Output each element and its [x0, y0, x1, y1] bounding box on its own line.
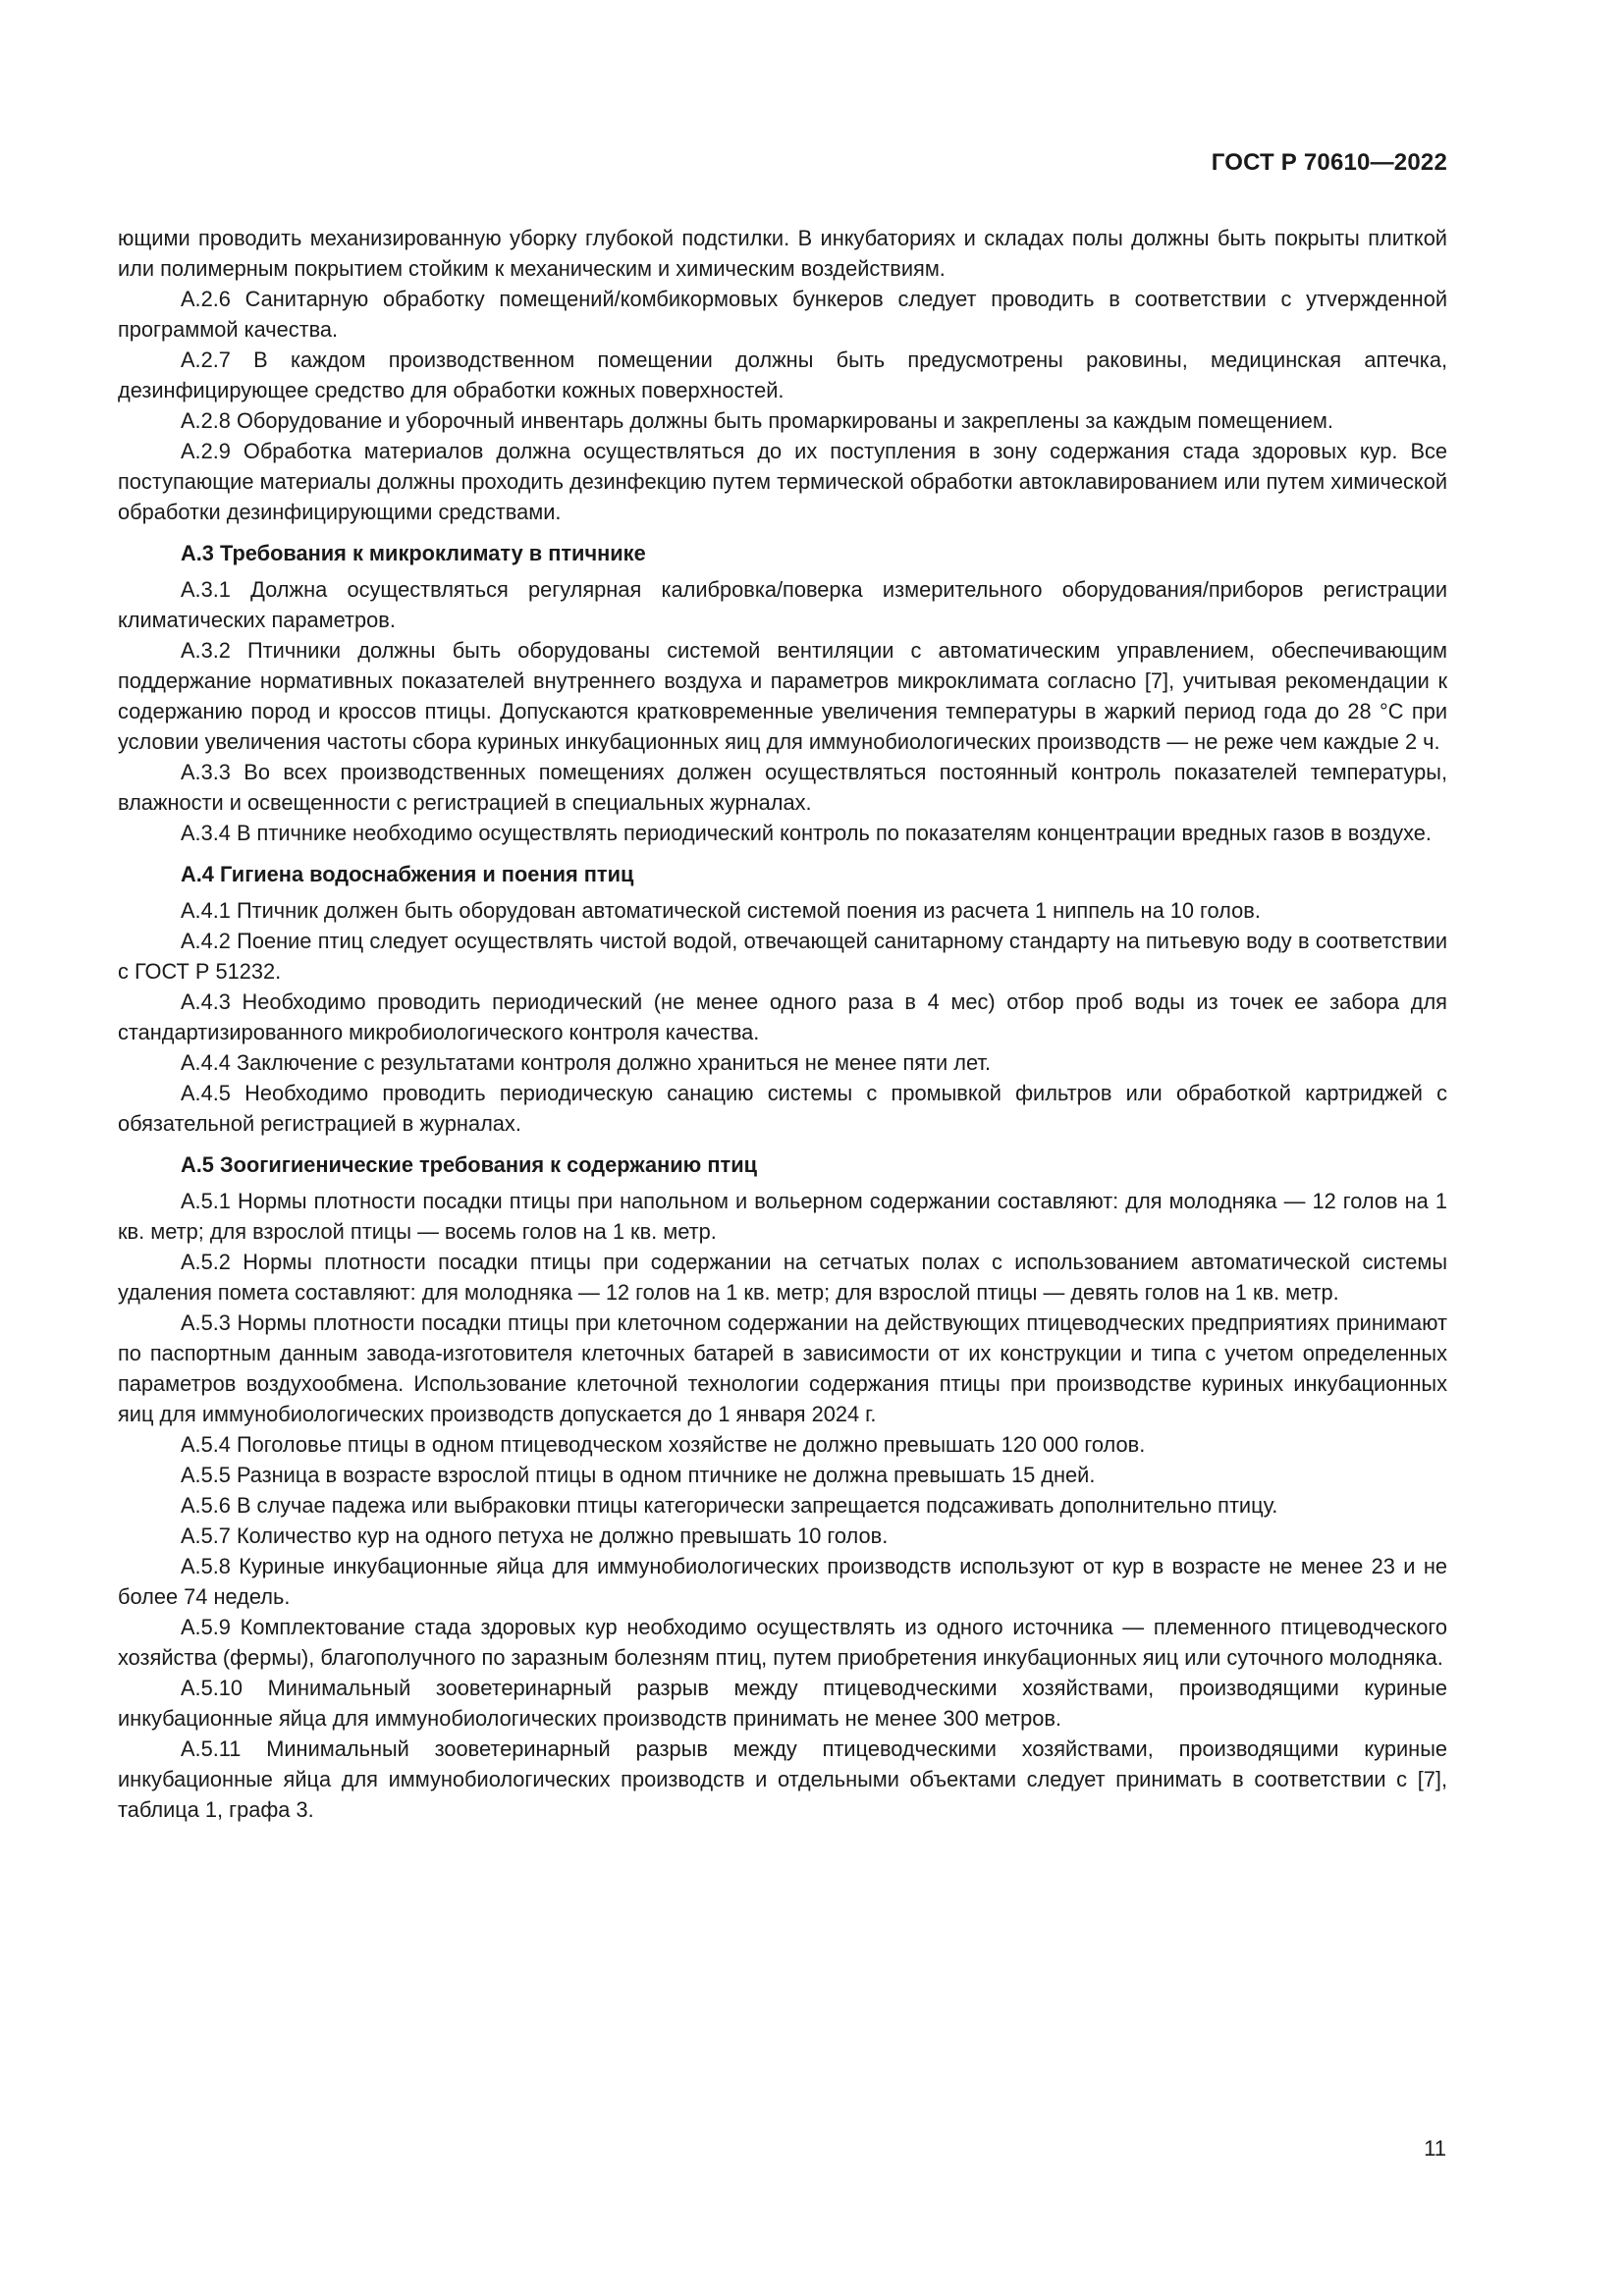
paragraph-a-4-1: А.4.1 Птичник должен быть оборудован автоматической системой поения из расчета 1 ниппель на 10 голов. [181, 898, 1261, 923]
paragraph-a-5-6: А.5.6 В случае падежа или выбраковки птицы категорически запрещается подсаживать дополнительно птицу. [181, 1493, 1278, 1518]
paragraph-a-5-11: А.5.11 Минимальный зооветеринарный разрыв между птицеводческими хозяйствами, производящими куриные инкубационные яйца для иммунобиологических производств и отдельными объектами следует принимать в соответствии с [7], таблица 1, графа 3. [118, 1736, 1447, 1822]
paragraph-a-5-9: А.5.9 Комплектование стада здоровых кур необходимо осуществлять из одного источника — племенного птицеводческого хозяйства (фермы), благополучного по заразным болезням птиц, путем приобретения инкубационных яиц или суточного молодняка. [118, 1615, 1447, 1670]
paragraph-a-5-3: А.5.3 Нормы плотности посадки птицы при клеточном содержании на действующих птицеводческих предприятиях принимают по паспортным данным завода-изготовителя клеточных батарей в зависимости от их конструкции и типа с учетом определенных параметров воздухообмена. Использование клеточной технологии содержания птицы при производстве куриных инкубационных яиц для иммунобиологических производств допускается до 1 января 2024 г. [118, 1310, 1447, 1426]
paragraph-a-5-4: А.5.4 Поголовье птицы в одном птицеводческом хозяйстве не должно превышать 120 000 голов. [181, 1432, 1146, 1457]
paragraph-a-5-8: А.5.8 Куриные инкубационные яйца для иммунобиологических производств используют от кур в возрасте не менее 23 и не более 74 недель. [118, 1554, 1447, 1609]
paragraph-a-2-7: А.2.7 В каждом производственном помещении должны быть предусмотрены раковины, медицинская аптечка, дезинфицирующее средство для обработки кожных поверхностей. [118, 347, 1447, 402]
paragraph-a-2-9: А.2.9 Обработка материалов должна осуществляться до их поступления в зону содержания стада здоровых кур. Все поступающие материалы должны проходить дезинфекцию путем термической обработки автоклавированием или путем химической обработки дезинфицирующими средствами. [118, 439, 1447, 524]
paragraph-a-4-4: А.4.4 Заключение с результатами контроля должно храниться не менее пяти лет. [181, 1050, 992, 1075]
document-header-id: ГОСТ Р 70610—2022 [1211, 149, 1447, 176]
paragraph-a-2-8: А.2.8 Оборудование и уборочный инвентарь должны быть промаркированы и закреплены за каждым помещением. [181, 408, 1333, 433]
paragraph-a-3-1: А.3.1 Должна осуществляться регулярная калибровка/поверка измерительного оборудования/приборов регистрации климатических параметров. [118, 577, 1447, 632]
paragraph-a-5-1: А.5.1 Нормы плотности посадки птицы при напольном и вольерном содержании составляют: для молодняка — 12 голов на 1 кв. метр; для взрослой птицы — восемь голов на 1 кв. метр. [118, 1189, 1447, 1244]
paragraph-a-4-3: А.4.3 Необходимо проводить периодический (не менее одного раза в 4 мес) отбор проб воды из точек ее забора для стандартизированного микробиологического контроля качества. [118, 989, 1447, 1044]
paragraph-a-3-4: А.3.4 В птичнике необходимо осуществлять периодический контроль по показателям концентрации вредных газов в воздухе. [181, 821, 1432, 845]
paragraph-a-4-5: А.4.5 Необходимо проводить периодическую санацию системы с промывкой фильтров или обработкой картриджей с обязательной регистрацией в журналах. [118, 1081, 1447, 1136]
paragraph-a-3-2: А.3.2 Птичники должны быть оборудованы системой вентиляции с автоматическим управлением, обеспечивающим поддержание нормативных показателей внутреннего воздуха и параметров микроклимата согласно [7], учитывая рекомендации к содержанию пород и кроссов птицы. Допускаются кратковременные увеличения температуры в жаркий период года до 28 °С при условии увеличения частоты сбора куриных инкубационных яиц для иммунобиологических производств — не реже чем каждые 2 ч. [118, 638, 1447, 754]
paragraph-a-2-6: А.2.6 Санитарную обработку помещений/комбикормовых бункеров следует проводить в соответствии с утvержденной программой качества. [118, 287, 1447, 342]
paragraph-a-5-10: А.5.10 Минимальный зооветеринарный разрыв между птицеводческими хозяйствами, производящими куриные инкубационные яйца для иммунобиологических производств принимать не менее 300 метров. [118, 1676, 1447, 1731]
paragraph-a-5-7: А.5.7 Количество кур на одного петуха не должно превышать 10 голов. [181, 1523, 889, 1548]
section-heading-a-5: А.5 Зоогигиенические требования к содержанию птиц [181, 1152, 757, 1177]
paragraph-a-5-5: А.5.5 Разница в возрасте взрослой птицы в одном птичнике не должна превышать 15 дней. [181, 1463, 1096, 1487]
section-heading-a-4: А.4 Гигиена водоснабжения и поения птиц [181, 862, 634, 886]
paragraph-a-3-3: А.3.3 Во всех производственных помещениях должен осуществляться постоянный контроль показателей температуры, влажности и освещенности с регистрацией в специальных журналах. [118, 760, 1447, 815]
page-number: 11 [1424, 2136, 1446, 2161]
paragraph-continuation: ющими проводить механизированную уборку глубокой подстилки. В инкубаториях и складах полы должны быть покрыты плиткой или полимерным покрытием стойким к механическим и химическим воздействиям. [118, 226, 1447, 281]
paragraph-a-5-2: А.5.2 Нормы плотности посадки птицы при содержании на сетчатых полах с использованием автоматической системы удаления помета составляют: для молодняка — 12 голов на 1 кв. метр; для взрослой птицы — девять голов на 1 кв. метр. [118, 1250, 1447, 1305]
paragraph-a-4-2: А.4.2 Поение птиц следует осуществлять чистой водой, отвечающей санитарному стандарту на питьевую воду в соответствии с ГОСТ Р 51232. [118, 929, 1447, 984]
section-heading-a-3: А.3 Требования к микроклимату в птичнике [181, 541, 646, 565]
document-body [118, 223, 1447, 1825]
